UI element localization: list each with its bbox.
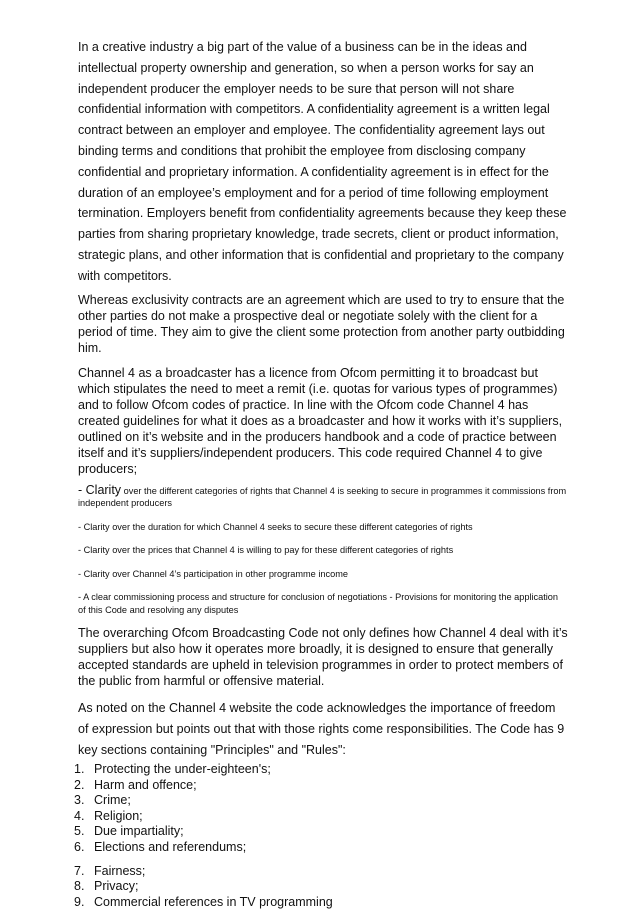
list-item: 9. Commercial references in TV programming: [74, 894, 333, 909]
paragraph-ofcom-code: The overarching Ofcom Broadcasting Code not only defines how Channel 4 deal with it’s suppliers but also how it operates more broadly, it is designed to ensure that generally accepted standards are upheld in television programmes in order to protect members of the public from harmful or offensive material.: [78, 626, 568, 689]
list-item: 2. Harm and offence;: [74, 777, 197, 792]
list-item: 3. Crime;: [74, 793, 131, 808]
list-item: 5. Due impartiality;: [74, 824, 184, 839]
list-item: 8. Privacy;: [74, 879, 139, 894]
bullet-text: over the different categories of rights that Channel 4 is seeking to secure in programmes it commissions from independent producers: [78, 485, 567, 509]
paragraph-channel4-code: Channel 4 as a broadcaster has a licence from Ofcom permitting it to broadcast but which stipulates the need to meet a remit (i.e. quotas for various types of programmes) and to follow Ofcom codes of practice. In line with the Ofcom code Channel 4 has created guidelines for what it does as a broadcaster and how it works with it’s suppliers, outlined on it’s website and in the producers handbook and a code of practice between itself and it’s suppliers/independent producers. This code required Channel 4 to give producers;: [78, 365, 563, 476]
bullet-lead: - Clarity: [78, 482, 122, 497]
list-item: 4. Religion;: [74, 808, 143, 823]
document-page: [74, 37, 568, 910]
list-item: 6. Elections and referendums;: [74, 840, 247, 855]
code-sections-list: [74, 762, 568, 856]
list-item: 7. Fairness;: [74, 863, 146, 878]
bullet-rights-categories: [78, 484, 568, 510]
list-item: 1. Protecting the under-eighteen's;: [74, 762, 271, 777]
bullet-programme-income: - Clarity over Channel 4’s participation in other programme income: [78, 568, 348, 579]
paragraph-freedom-expression: As noted on the Channel 4 website the code acknowledges the importance of freedom of expression but points out that with those rights come responsibilities. The Code has 9 key sections containing "Principles" and "Rules":: [78, 701, 565, 758]
paragraph-confidentiality: In a creative industry a big part of the value of a business can be in the ideas and intellectual property ownership and generation, so when a person works for say an independent producer the employer needs to be sure that person will not share confidential information with competitors. A confidentiality agreement is a written legal contract between an employer and employee. The confidentiality agreement lays out binding terms and conditions that prohibit the employee from disclosing company confidential and proprietary information. A confidentiality agreement is in effect for the duration of an employee’s employment and for a period of time following employment termination. Employers benefit from confidentiality agreements because they keep these parties from sharing proprietary knowledge, trade secrets, client or product information, strategic plans, and other information that is confidential and proprietary to the company with competitors.: [78, 40, 567, 283]
bullet-rights-duration: - Clarity over the duration for which Channel 4 seeks to secure these different categories of rights: [78, 521, 473, 532]
code-sections-list-continued: [74, 863, 568, 910]
paragraph-exclusivity: Whereas exclusivity contracts are an agreement which are used to try to ensure that the other parties do not make a prospective deal or negotiate solely with the client for a period of time. They aim to give the client some protection from another party outbidding him.: [78, 292, 565, 355]
bullet-rights-prices: - Clarity over the prices that Channel 4 is willing to pay for these different categories of rights: [78, 545, 454, 556]
bullet-commissioning-process: - A clear commissioning process and structure for conclusion of negotiations - Provisions for monitoring the application of this Code and resolving any disputes: [78, 592, 559, 615]
